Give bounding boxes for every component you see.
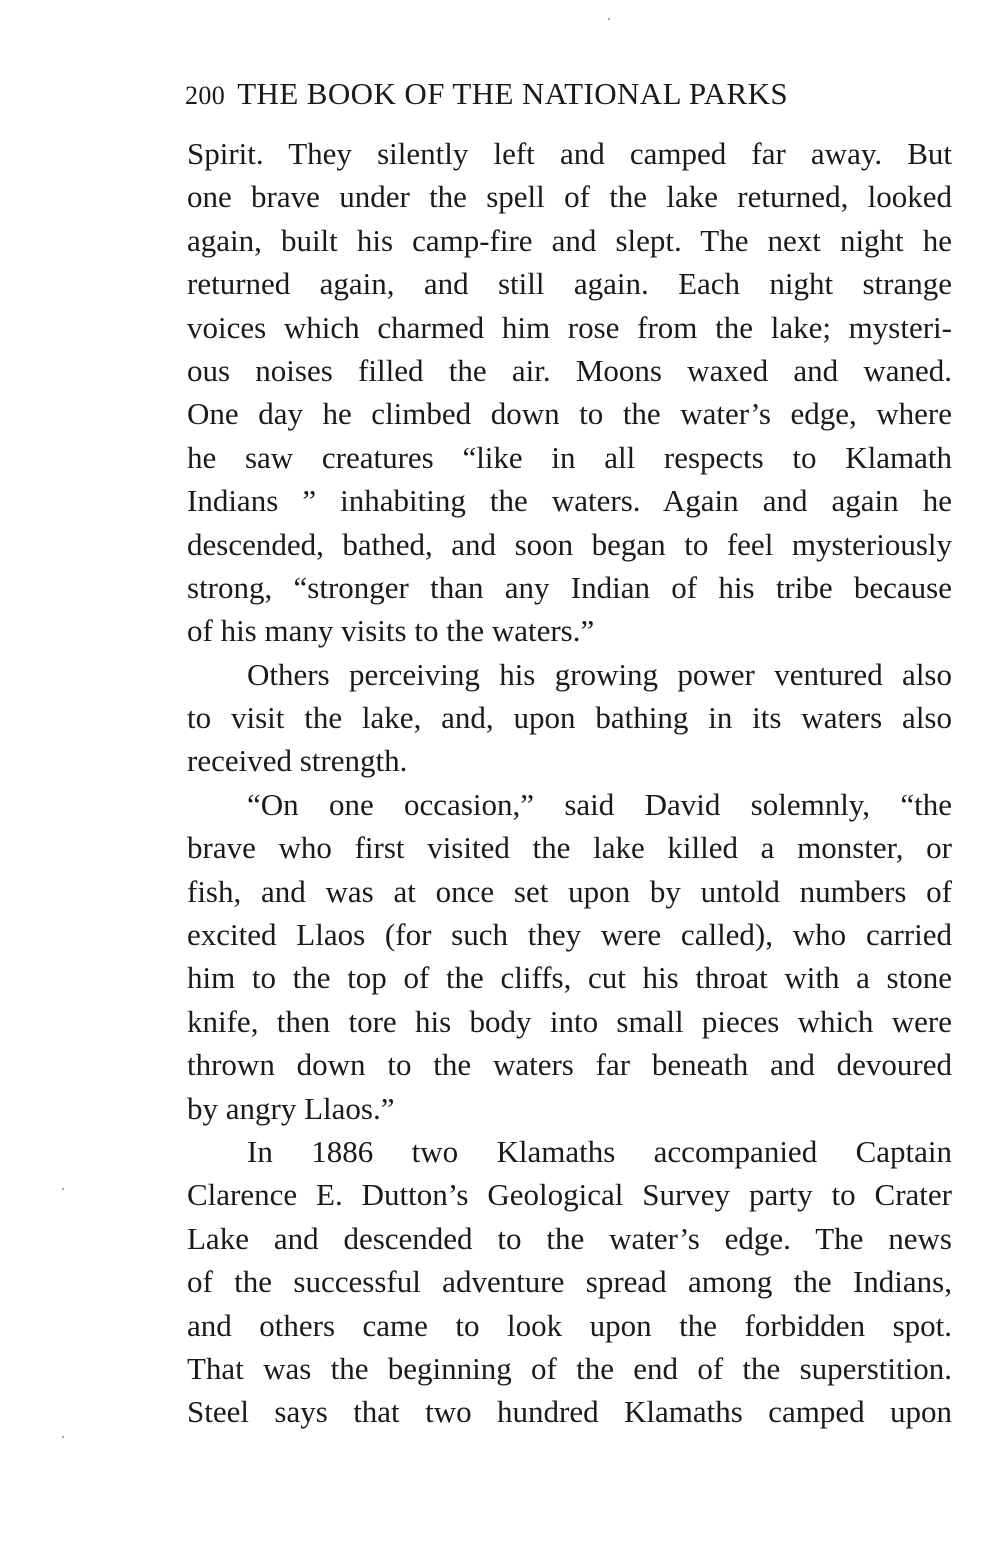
page-number: 200 bbox=[185, 81, 226, 110]
scan-speck bbox=[62, 1188, 64, 1190]
text-line: That was the beginning of the end of the superstition. bbox=[187, 1350, 952, 1386]
text-line: him to the top of the cliffs, cut his throat with a stone bbox=[187, 960, 952, 996]
text-line: descended, bathed, and soon began to feel mysteriously bbox=[187, 526, 952, 562]
text-line: one brave under the spell of the lake returned, looked bbox=[187, 179, 952, 215]
scan-speck bbox=[62, 1436, 64, 1438]
text-line: again, built his camp-fire and slept. The next night he bbox=[187, 222, 952, 258]
text-line: and others came to look upon the forbidden spot. bbox=[187, 1307, 952, 1343]
text-line: Others perceiving his growing power ventured also bbox=[247, 656, 952, 692]
text-line: In 1886 two Klamaths accompanied Captain bbox=[247, 1133, 952, 1169]
text-line: Spirit. They silently left and camped far away. But bbox=[187, 136, 952, 171]
text-line: strong, “stronger than any Indian of his tribe because bbox=[187, 569, 952, 605]
text-line: he saw creatures “like in all respects to Klamath bbox=[187, 439, 952, 475]
running-title: THE BOOK OF THE NATIONAL PARKS bbox=[237, 76, 789, 111]
text-line: “On one occasion,” said David solemnly, “the bbox=[247, 786, 952, 822]
text-line: Steel says that two hundred Klamaths camped upon bbox=[187, 1394, 952, 1430]
text-line: received strength. bbox=[187, 743, 408, 779]
text-line: excited Llaos (for such they were called), who carried bbox=[187, 917, 952, 953]
text-line: ous noises filled the air. Moons waxed and waned. bbox=[187, 352, 952, 388]
text-line: returned again, and still again. Each night strange bbox=[187, 266, 952, 302]
text-line: brave who first visited the lake killed a monster, or bbox=[187, 830, 952, 866]
text-line: knife, then tore his body into small pieces which were bbox=[187, 1003, 952, 1039]
body-text bbox=[187, 132, 952, 1434]
running-head bbox=[185, 74, 920, 116]
text-line: thrown down to the waters far beneath and devoured bbox=[187, 1047, 952, 1083]
text-line: of the successful adventure spread among the Indians, bbox=[187, 1264, 952, 1300]
text-line: Clarence E. Dutton’s Geological Survey party to Crater bbox=[187, 1177, 952, 1213]
text-line: Indians ” inhabiting the waters. Again and again he bbox=[187, 483, 952, 519]
text-line: fish, and was at once set upon by untold numbers of bbox=[187, 873, 952, 909]
text-line: of his many visits to the waters.” bbox=[187, 613, 595, 649]
text-line: voices which charmed him rose from the lake; mysteri- bbox=[187, 309, 952, 345]
text-line: by angry Llaos.” bbox=[187, 1090, 395, 1126]
text-line: Lake and descended to the water’s edge. The news bbox=[187, 1220, 952, 1256]
text-line: to visit the lake, and, upon bathing in its waters also bbox=[187, 700, 952, 736]
text-line: One day he climbed down to the water’s edge, where bbox=[187, 396, 952, 432]
scan-speck bbox=[608, 18, 610, 20]
